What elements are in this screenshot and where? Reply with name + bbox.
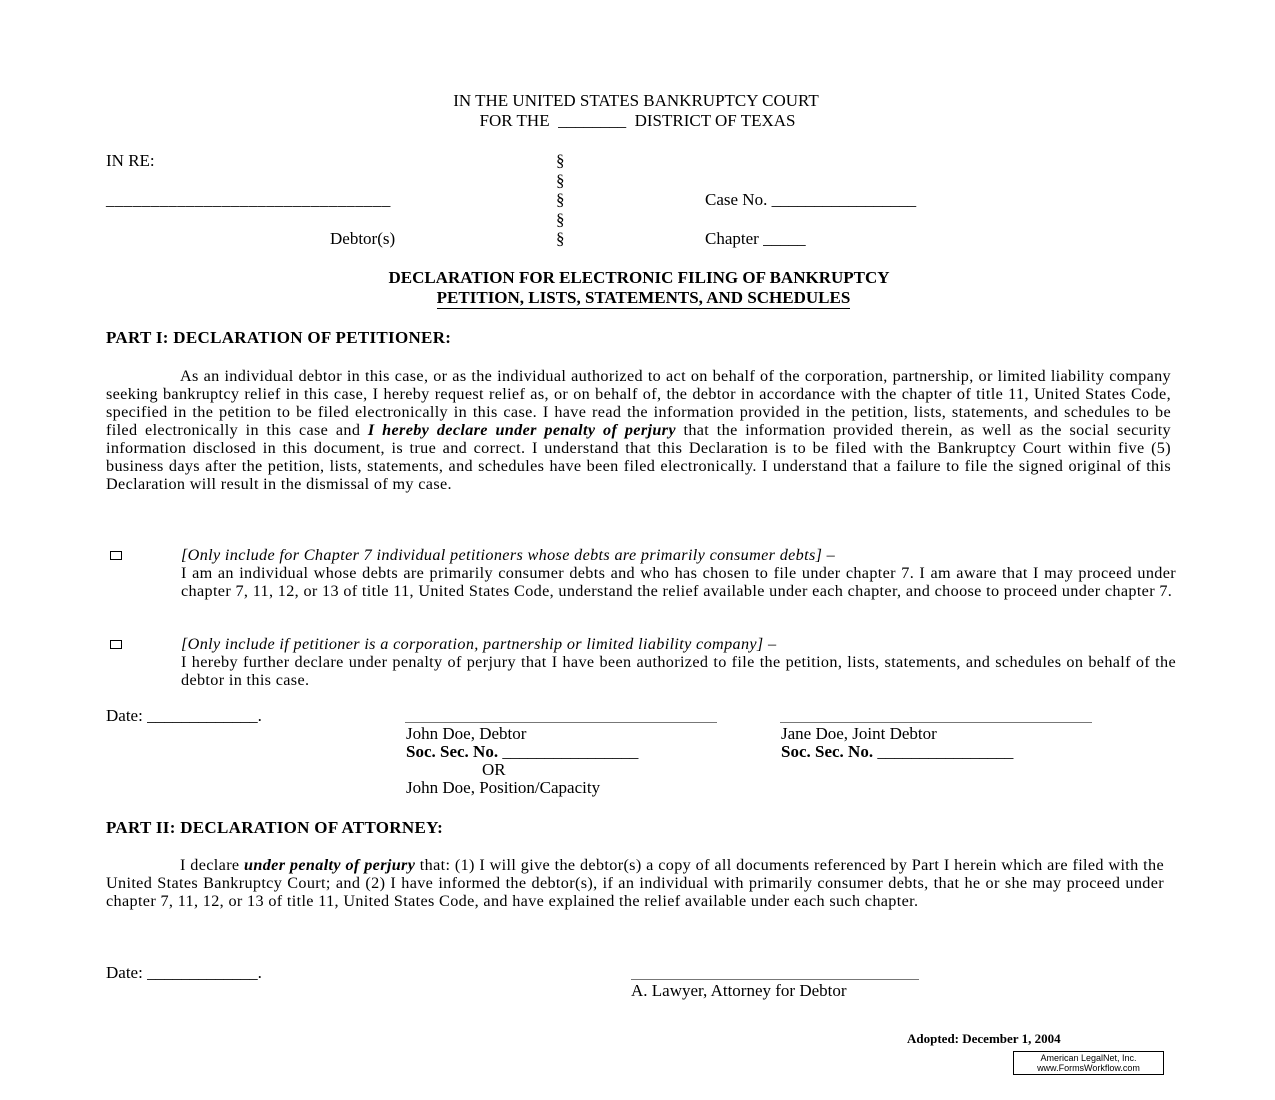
- part1-date-field: Date: _____________.: [106, 706, 262, 725]
- debtor-ssn-blank: ________________: [498, 742, 639, 761]
- joint-debtor-name: Jane Doe, Joint Debtor: [781, 724, 937, 743]
- section-symbol: §: [556, 171, 565, 190]
- court-district: FOR THE ________ DISTRICT OF TEXAS: [479, 111, 796, 130]
- part2-text-start: I declare: [180, 856, 245, 874]
- part2-date-field: Date: _____________.: [106, 963, 262, 982]
- attorney-signature-line: [631, 979, 919, 980]
- chapter7-checkbox[interactable]: [110, 551, 122, 560]
- section-symbol: §: [556, 190, 565, 209]
- debtor-position: John Doe, Position/Capacity: [406, 778, 601, 797]
- part1-emphasis: I hereby declare under penalty of perjury: [367, 421, 676, 439]
- option-chapter7-text: I am an individual whose debts are primarily consumer debts and who has chosen to file under chapter 7. I am aware that I may proceed under chapter 7, 11, 12, or 13 of title 11, United States Code, understand the relief available under each chapter, and choose to proceed under chapter 7.: [181, 564, 1176, 600]
- option-corporation: [181, 635, 1176, 689]
- joint-debtor-ssn: [781, 743, 1013, 761]
- debtor-name: John Doe, Debtor: [406, 724, 527, 743]
- part2-paragraph: [106, 856, 1164, 910]
- publisher-stamp: [1013, 1051, 1164, 1075]
- option-chapter7-note: [Only include for Chapter 7 individual petitioners whose debts are primarily consumer debts] –: [181, 546, 836, 564]
- debtor-ssn-label: Soc. Sec. No.: [406, 742, 499, 761]
- section-symbol: §: [556, 210, 565, 229]
- part2-text-end: that: (1) I will give the debtor(s) a copy of all documents referenced by Part I herein which are filed with the United States Bankruptcy Court; and (2) I have informed the debtor(s), if an individual with primarily consumer debts, that he or she may proceed under chapter 7, 11, 12, or 13 of title 11, United States Code, and have explained the relief available under each such chapter.: [106, 856, 1164, 910]
- part2-heading: PART II: DECLARATION OF ATTORNEY:: [106, 818, 444, 837]
- document-title: DECLARATION FOR ELECTRONIC FILING OF BANKRUPTCY: [388, 268, 890, 287]
- attorney-name: A. Lawyer, Attorney for Debtor: [631, 981, 847, 1000]
- joint-debtor-ssn-label: Soc. Sec. No.: [781, 742, 874, 761]
- debtor-ssn: [406, 743, 638, 761]
- option-corporation-note: [Only include if petitioner is a corporation, partnership or limited liability company] –: [181, 635, 777, 653]
- document-title-line2: PETITION, LISTS, STATEMENTS, AND SCHEDULES: [436, 288, 851, 307]
- part1-text-start: As an individual debtor in this case, or as the individual authorized to act on behalf of the corporation, partnership, or limited liability company seeking bankruptcy relief in this case, I hereby request relief as, or on behalf of, the debtor in accordance with the chapter of title 11, United States Code, specified in the petition to be filed electronically in this case. I have read the information provided in the petition, lists, statements, and schedules to be filed electronically in this case and: [106, 367, 1171, 439]
- publisher-name: American LegalNet, Inc.: [1040, 1053, 1137, 1063]
- option-chapter7: [181, 546, 1176, 600]
- part1-heading: PART I: DECLARATION OF PETITIONER:: [106, 328, 452, 347]
- joint-debtor-ssn-blank: ________________: [873, 742, 1014, 761]
- in-re-label: IN RE:: [106, 151, 155, 170]
- section-symbol: §: [556, 151, 565, 170]
- document-title-line2-wrap: [0, 289, 1275, 309]
- debtor-signature-line: [405, 722, 717, 723]
- or-label: OR: [482, 760, 506, 779]
- section-symbol: §: [556, 229, 565, 248]
- case-number-field: Case No. _________________: [705, 190, 917, 209]
- part1-paragraph: [106, 367, 1171, 493]
- joint-debtor-signature-line: [780, 722, 1092, 723]
- court-header: [0, 92, 1275, 130]
- debtor-name-blank: ________________________________: [106, 190, 391, 209]
- debtor-label: Debtor(s): [330, 229, 396, 248]
- chapter-field: Chapter _____: [705, 229, 806, 248]
- corporation-checkbox[interactable]: [110, 640, 122, 649]
- publisher-url: www.FormsWorkflow.com: [1037, 1063, 1140, 1073]
- adopted-date: Adopted: December 1, 2004: [907, 1031, 1061, 1046]
- option-corporation-text: I hereby further declare under penalty of perjury that I have been authorized to file the petition, lists, statements, and schedules on behalf of the debtor in this case.: [181, 653, 1176, 689]
- part2-emphasis: under penalty of perjury: [244, 856, 416, 874]
- part1-text-end: that the information provided therein, as well as the social security information disclosed in this document, is true and correct. I understand that this Declaration is to be filed with the Bankruptcy Court within five (5) business days after the petition, lists, statements, and schedules have been filed electronically. I understand that a failure to file the signed original of this Declaration will result in the dismissal of my case.: [106, 421, 1171, 493]
- court-name: IN THE UNITED STATES BANKRUPTCY COURT: [453, 91, 819, 110]
